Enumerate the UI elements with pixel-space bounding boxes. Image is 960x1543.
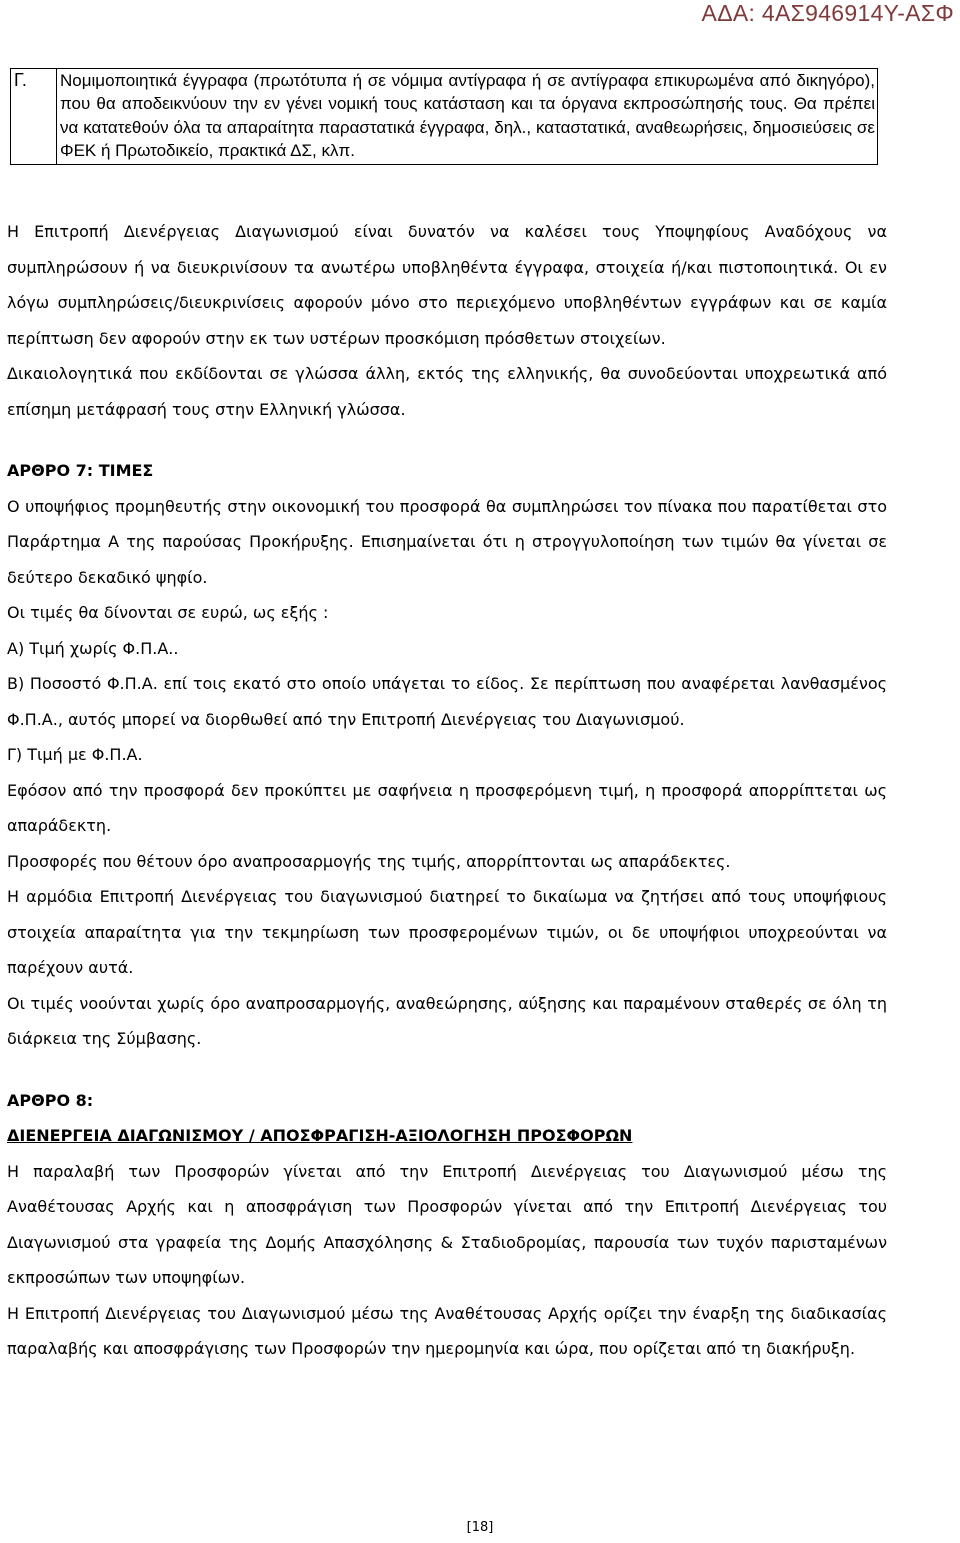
article-8-title: ΑΡΘΡΟ 8: (7, 1090, 94, 1110)
article-7-paragraph-2: Οι τιμές θα δίνονται σε ευρώ, ως εξής : (7, 603, 329, 622)
ada-code: ΑΔΑ: 4ΑΣ946914Υ-ΑΣΦ (701, 0, 954, 26)
article-8-subtitle: ΔΙΕΝΕΡΓΕΙΑ ΔΙΑΓΩΝΙΣΜΟΥ / ΑΠΟΣΦΡΑΓΙΣΗ-ΑΞΙΟΛΟΓΗΣΗ ΠΡΟΣΦΟΡΩΝ (7, 1126, 633, 1145)
article-8-paragraph-1: Η παραλαβή των Προσφορών γίνεται από την Επιτροπή Διενέργειας του Διαγωνισμού μέσω της Αναθέτουσας Αρχής και η αποσφράγιση των Προσφορών γίνεται από την Επιτροπή Διενέργειας του Διαγωνισμού στα γραφεία της Δομής Απασχόλησης & Σταδιοδρομίας, παρουσία των τυχόν παρισταμένων εκπροσώπων των υποψηφίων. (7, 1161, 887, 1287)
document-body (7, 214, 887, 1367)
article-7-title: ΑΡΘΡΟ 7: ΤΙΜΕΣ (7, 461, 154, 480)
article-7-paragraph-3: Εφόσον από την προσφορά δεν προκύπτει με σαφήνεια η προσφερόμενη τιμή, η προσφορά απορρίπτεται ως απαράδεκτη. (7, 780, 887, 835)
article-8-paragraph-2: Η Επιτροπή Διενέργειας του Διαγωνισμού μέσω της Αναθέτουσας Αρχής ορίζει την έναρξη της διαδικασίας παραλαβής και αποσφράγισης των Προσφορών την ημερομηνία και ώρα, που ορίζεται από τη διακήρυξη. (7, 1303, 887, 1358)
spacer (7, 427, 887, 453)
article-7-item-a: Α) Τιμή χωρίς Φ.Π.Α.. (7, 638, 179, 658)
spacer (7, 1057, 887, 1083)
article-7-item-b: Β) Ποσοστό Φ.Π.Α. επί τοις εκατό στο οποίο υπάγεται το είδος. Σε περίπτωση που αναφέρεται λανθασμένος Φ.Π.Α., αυτός μπορεί να διορθωθεί από την Επιτροπή Διενέργειας του Διαγωνισμού. (7, 674, 887, 729)
paragraph-committee: Η Επιτροπή Διενέργειας Διαγωνισμού είναι δυνατόν να καλέσει τους Υποψηφίους Αναδόχους να συμπληρώσουν ή να διευκρινίσουν τα ανωτέρω υποβληθέντα έγγραφα, στοιχεία ή/και πιστοποιητικά. Οι εν λόγω συμπληρώσεις/διευκρινίσεις αφορούν μόνο στο περιεχόμενο υποβληθέντων εγγράφων και σε καμία περίπτωση δεν αφορούν στην εκ των υστέρων προσκόμιση πρόσθετων στοιχείων. (7, 222, 887, 348)
requirements-box (10, 68, 878, 165)
box-label: Γ. (11, 69, 57, 165)
article-7-paragraph-4: Προσφορές που θέτουν όρο αναπροσαρμογής της τιμής, απορρίπτονται ως απαράδεκτες. (7, 851, 731, 871)
article-7-paragraph-1: Ο υποψήφιος προμηθευτής στην οικονομική του προσφορά θα συμπληρώσει τον πίνακα που παρατίθεται στο Παράρτημα Α της παρούσας Προκήρυξης. Επισημαίνεται ότι η στρογγυλοποίηση των τιμών θα γίνεται σε δεύτερο δεκαδικό ψηφίο. (7, 496, 887, 587)
article-7-paragraph-5: Η αρμόδια Επιτροπή Διενέργειας του διαγωνισμού διατηρεί το δικαίωμα να ζητήσει από τους υποψήφιους στοιχεία απαραίτητα για την τεκμηρίωση των προσφερομένων τιμών, οι δε υποψήφιοι υποχρεούνται να παρέχουν αυτά. (7, 887, 887, 977)
article-7-paragraph-6: Οι τιμές νοούνται χωρίς όρο αναπροσαρμογής, αναθεώρησης, αύξησης και παραμένουν σταθερές σε όλη τη διάρκεια της Σύμβασης. (7, 993, 887, 1048)
paragraph-translation: Δικαιολογητικά που εκδίδονται σε γλώσσα άλλη, εκτός της ελληνικής, θα συνοδεύονται υποχρεωτικά από επίσημη μετάφρασή τους στην Ελληνική γλώσσα. (7, 364, 887, 419)
article-7-item-c: Γ) Τιμή με Φ.Π.Α. (7, 745, 143, 764)
page-number: [18] (466, 1520, 494, 1535)
box-text: Νομιμοποιητικά έγγραφα (πρωτότυπα ή σε νόμιμα αντίγραφα ή σε αντίγραφα επικυρωμένα από δικηγόρο), που θα αποδεικνύουν την εν γένει νομική τους κατάσταση και τα όργανα εκπροσώπησής τους. Θα πρέπει να κατατεθούν όλα τα απαραίτητα παραστατικά έγγραφα, δηλ., καταστατικά, αναθεωρήσεις, δημοσιεύσεις σε ΦΕΚ ή Πρωτοδικείο, πρακτικά ΔΣ, κλπ. (57, 69, 878, 165)
